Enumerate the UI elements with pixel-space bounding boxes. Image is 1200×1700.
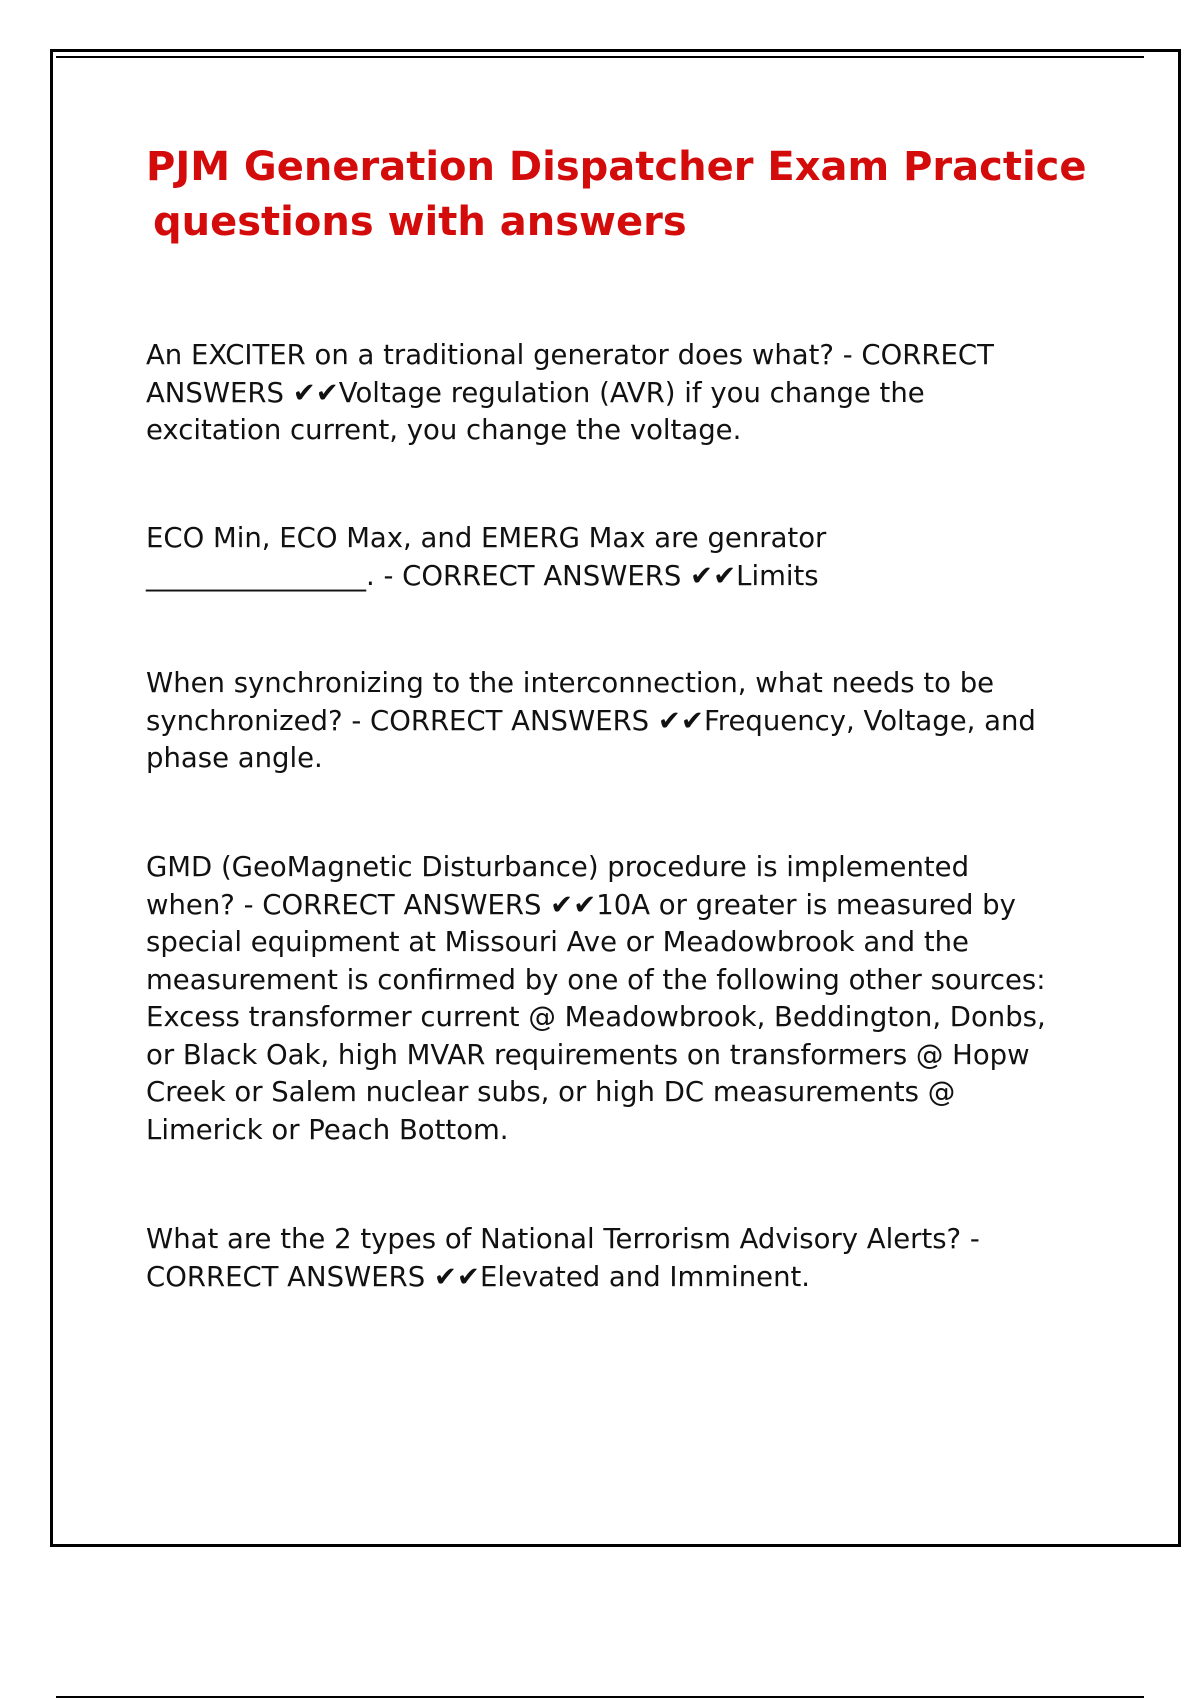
page-frame	[50, 49, 1181, 1547]
qa-line: GMD (GeoMagnetic Disturbance) procedure is implemented	[146, 851, 970, 883]
qa-line: phase angle.	[146, 742, 323, 774]
qa-line: ________________. - CORRECT ANSWERS ✔✔Limits	[146, 559, 819, 592]
qa-line: CORRECT ANSWERS ✔✔Elevated and Imminent.	[146, 1260, 811, 1293]
qa-line: ECO Min, ECO Max, and EMERG Max are genrator	[146, 522, 827, 554]
qa-line: An EXCITER on a traditional generator does what? - CORRECT	[146, 339, 994, 371]
document-title	[146, 140, 1106, 250]
qa-line: measurement is confirmed by one of the following other sources:	[146, 963, 1046, 996]
qa-line: synchronized? - CORRECT ANSWERS ✔✔Frequency, Voltage, and	[146, 704, 1036, 737]
qa-line: when? - CORRECT ANSWERS ✔✔10A or greater is measured by	[146, 888, 1016, 921]
qa-line: When synchronizing to the interconnection, what needs to be	[146, 667, 995, 699]
qa-line: Creek or Salem nuclear subs, or high DC measurements @	[146, 1076, 956, 1108]
qa-line: What are the 2 types of National Terrorism Advisory Alerts? -	[146, 1223, 980, 1255]
document-title-line-2: questions with answers	[153, 199, 687, 245]
qa-item-exciter	[146, 337, 1106, 450]
qa-item-terrorism-alerts	[146, 1221, 1106, 1296]
bottom-rule	[56, 1696, 1144, 1698]
qa-line: excitation current, you change the voltage.	[146, 414, 742, 446]
qa-item-gmd-procedure	[146, 849, 1106, 1149]
qa-line: Limerick or Peach Bottom.	[146, 1113, 509, 1146]
qa-line: Excess transformer current @ Meadowbrook, Beddington, Donbs,	[146, 1001, 1046, 1033]
qa-line: special equipment at Missouri Ave or Meadowbrook and the	[146, 926, 969, 958]
qa-line: or Black Oak, high MVAR requirements on transformers @ Hopw	[146, 1038, 1030, 1071]
qa-item-synchronizing	[146, 665, 1106, 778]
qa-line: ANSWERS ✔✔Voltage regulation (AVR) if you change the	[146, 376, 925, 409]
document-title-line-1: PJM Generation Dispatcher Exam Practice	[146, 144, 1087, 190]
qa-item-generator-limits	[146, 520, 1106, 595]
